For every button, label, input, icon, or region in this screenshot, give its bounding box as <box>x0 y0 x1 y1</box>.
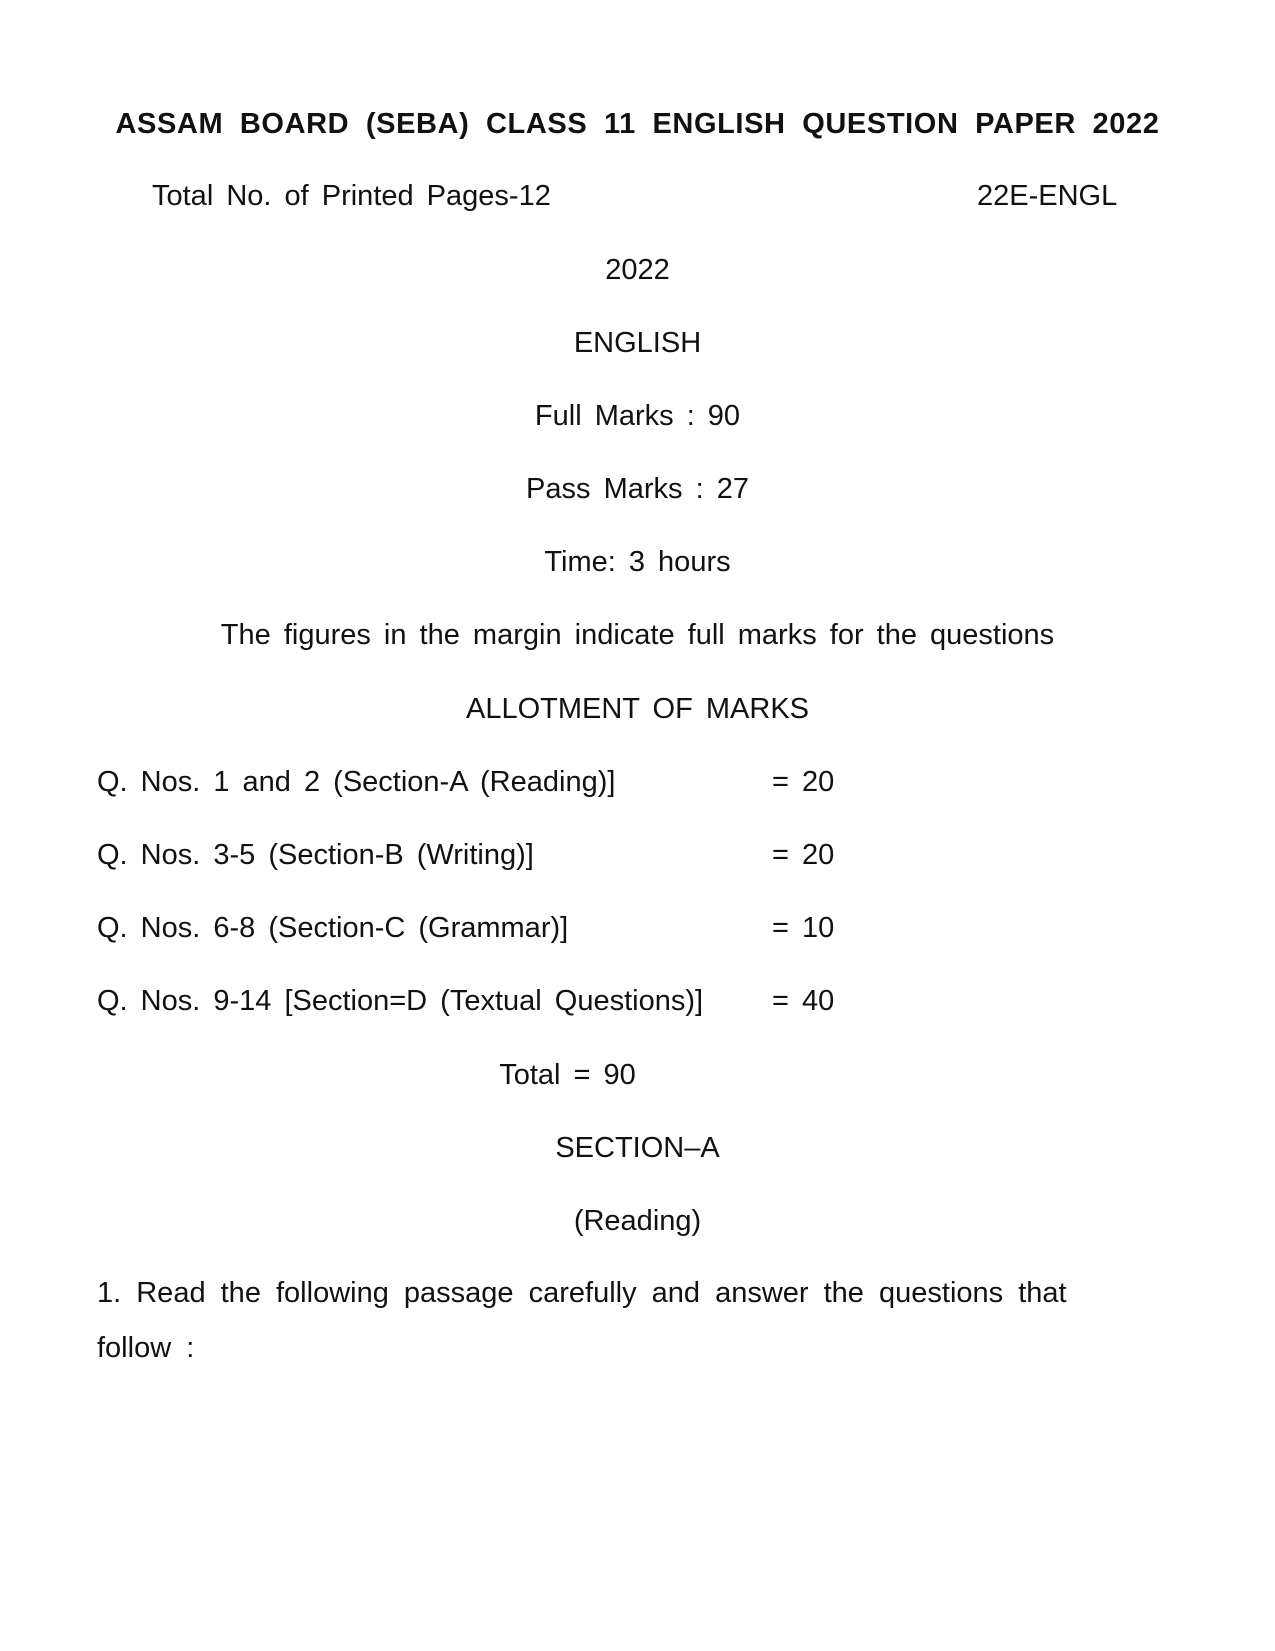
subject-name: ENGLISH <box>573 327 702 359</box>
allotment-row-marks: = 20 <box>772 839 835 871</box>
pass-marks: Pass Marks : 27 <box>526 473 749 505</box>
full-marks: Full Marks : 90 <box>534 400 741 432</box>
question-1-text: 1. Read the following passage carefully and answer the questions that follow : <box>97 1277 1067 1364</box>
allotment-row-marks: = 40 <box>772 985 835 1017</box>
allotment-row-label: Q. Nos. 9-14 [Section=D (Textual Questions)] <box>97 985 704 1017</box>
allotment-row-marks: = 10 <box>772 912 835 944</box>
paper-title: ASSAM BOARD (SEBA) CLASS 11 ENGLISH QUESTION PAPER 2022 <box>115 108 1160 140</box>
section-subheading: (Reading) <box>573 1205 702 1237</box>
printed-pages-count: Total No. of Printed Pages-12 <box>152 180 551 212</box>
paper-code: 22E-ENGL <box>977 180 1118 212</box>
marks-instruction: The figures in the margin indicate full marks for the questions <box>220 619 1055 651</box>
exam-year: 2022 <box>605 254 670 286</box>
allotment-total: Total = 90 <box>499 1059 636 1091</box>
exam-time: Time: 3 hours <box>544 546 731 578</box>
allotment-row-label: Q. Nos. 1 and 2 (Section-A (Reading)] <box>97 766 616 798</box>
allotment-row-label: Q. Nos. 3-5 (Section-B (Writing)] <box>97 839 534 871</box>
section-heading: SECTION–A <box>555 1132 720 1164</box>
allotment-row-marks: = 20 <box>772 766 835 798</box>
allotment-row-label: Q. Nos. 6-8 (Section-C (Grammar)] <box>97 912 569 944</box>
allotment-heading: ALLOTMENT OF MARKS <box>465 693 810 725</box>
